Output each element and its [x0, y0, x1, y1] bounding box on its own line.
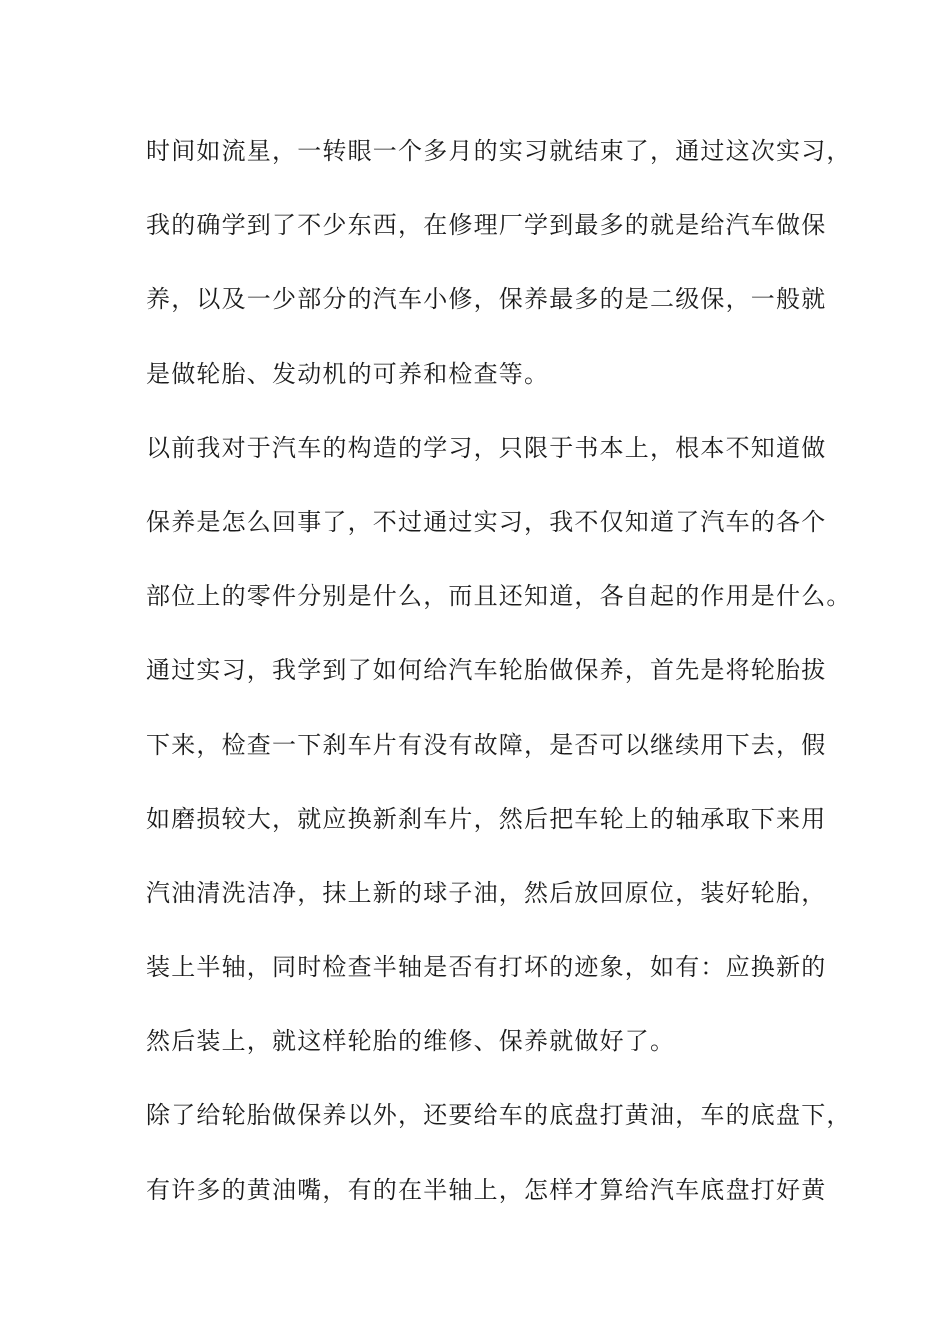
- text-line: 汽油清洗洁净，抹上新的球子油，然后放回原位，装好轮胎，: [146, 878, 827, 907]
- document-body: [146, 128, 852, 1241]
- text-line: 如磨损较大，就应换新刹车片，然后把车轮上的轴承取下来用: [146, 804, 827, 833]
- text-line: 有许多的黄油嘴，有的在半轴上，怎样才算给汽车底盘打好黄: [146, 1175, 827, 1204]
- text-line: 然后装上，就这样轮胎的维修、保养就做好了。: [146, 1027, 676, 1056]
- text-line: 以前我对于汽车的构造的学习，只限于书本上，根本不知道做: [146, 433, 827, 462]
- text-line: 保养是怎么回事了，不过通过实习，我不仅知道了汽车的各个: [146, 507, 827, 536]
- text-line: 我的确学到了不少东西，在修理厂学到最多的就是给汽车做保: [146, 211, 827, 240]
- text-line: 时间如流星，一转眼一个多月的实习就结束了，通过这次实习，: [146, 137, 852, 165]
- text-line: 下来，检查一下刹车片有没有故障，是否可以继续用下去，假: [146, 730, 827, 759]
- text-line: 通过实习，我学到了如何给汽车轮胎做保养，首先是将轮胎拔: [146, 656, 827, 685]
- text-line: 是做轮胎、发动机的可养和检查等。: [146, 359, 550, 388]
- text-line: 部位上的零件分别是什么，而且还知道，各自起的作用是什么。: [146, 582, 852, 611]
- text-line: 养，以及一少部分的汽车小修，保养最多的是二级保，一般就: [146, 285, 827, 314]
- text-line: 除了给轮胎做保养以外，还要给车的底盘打黄油，车的底盘下，: [146, 1101, 852, 1130]
- text-line: 装上半轴，同时检查半轴是否有打坏的迹象，如有：应换新的: [146, 953, 827, 982]
